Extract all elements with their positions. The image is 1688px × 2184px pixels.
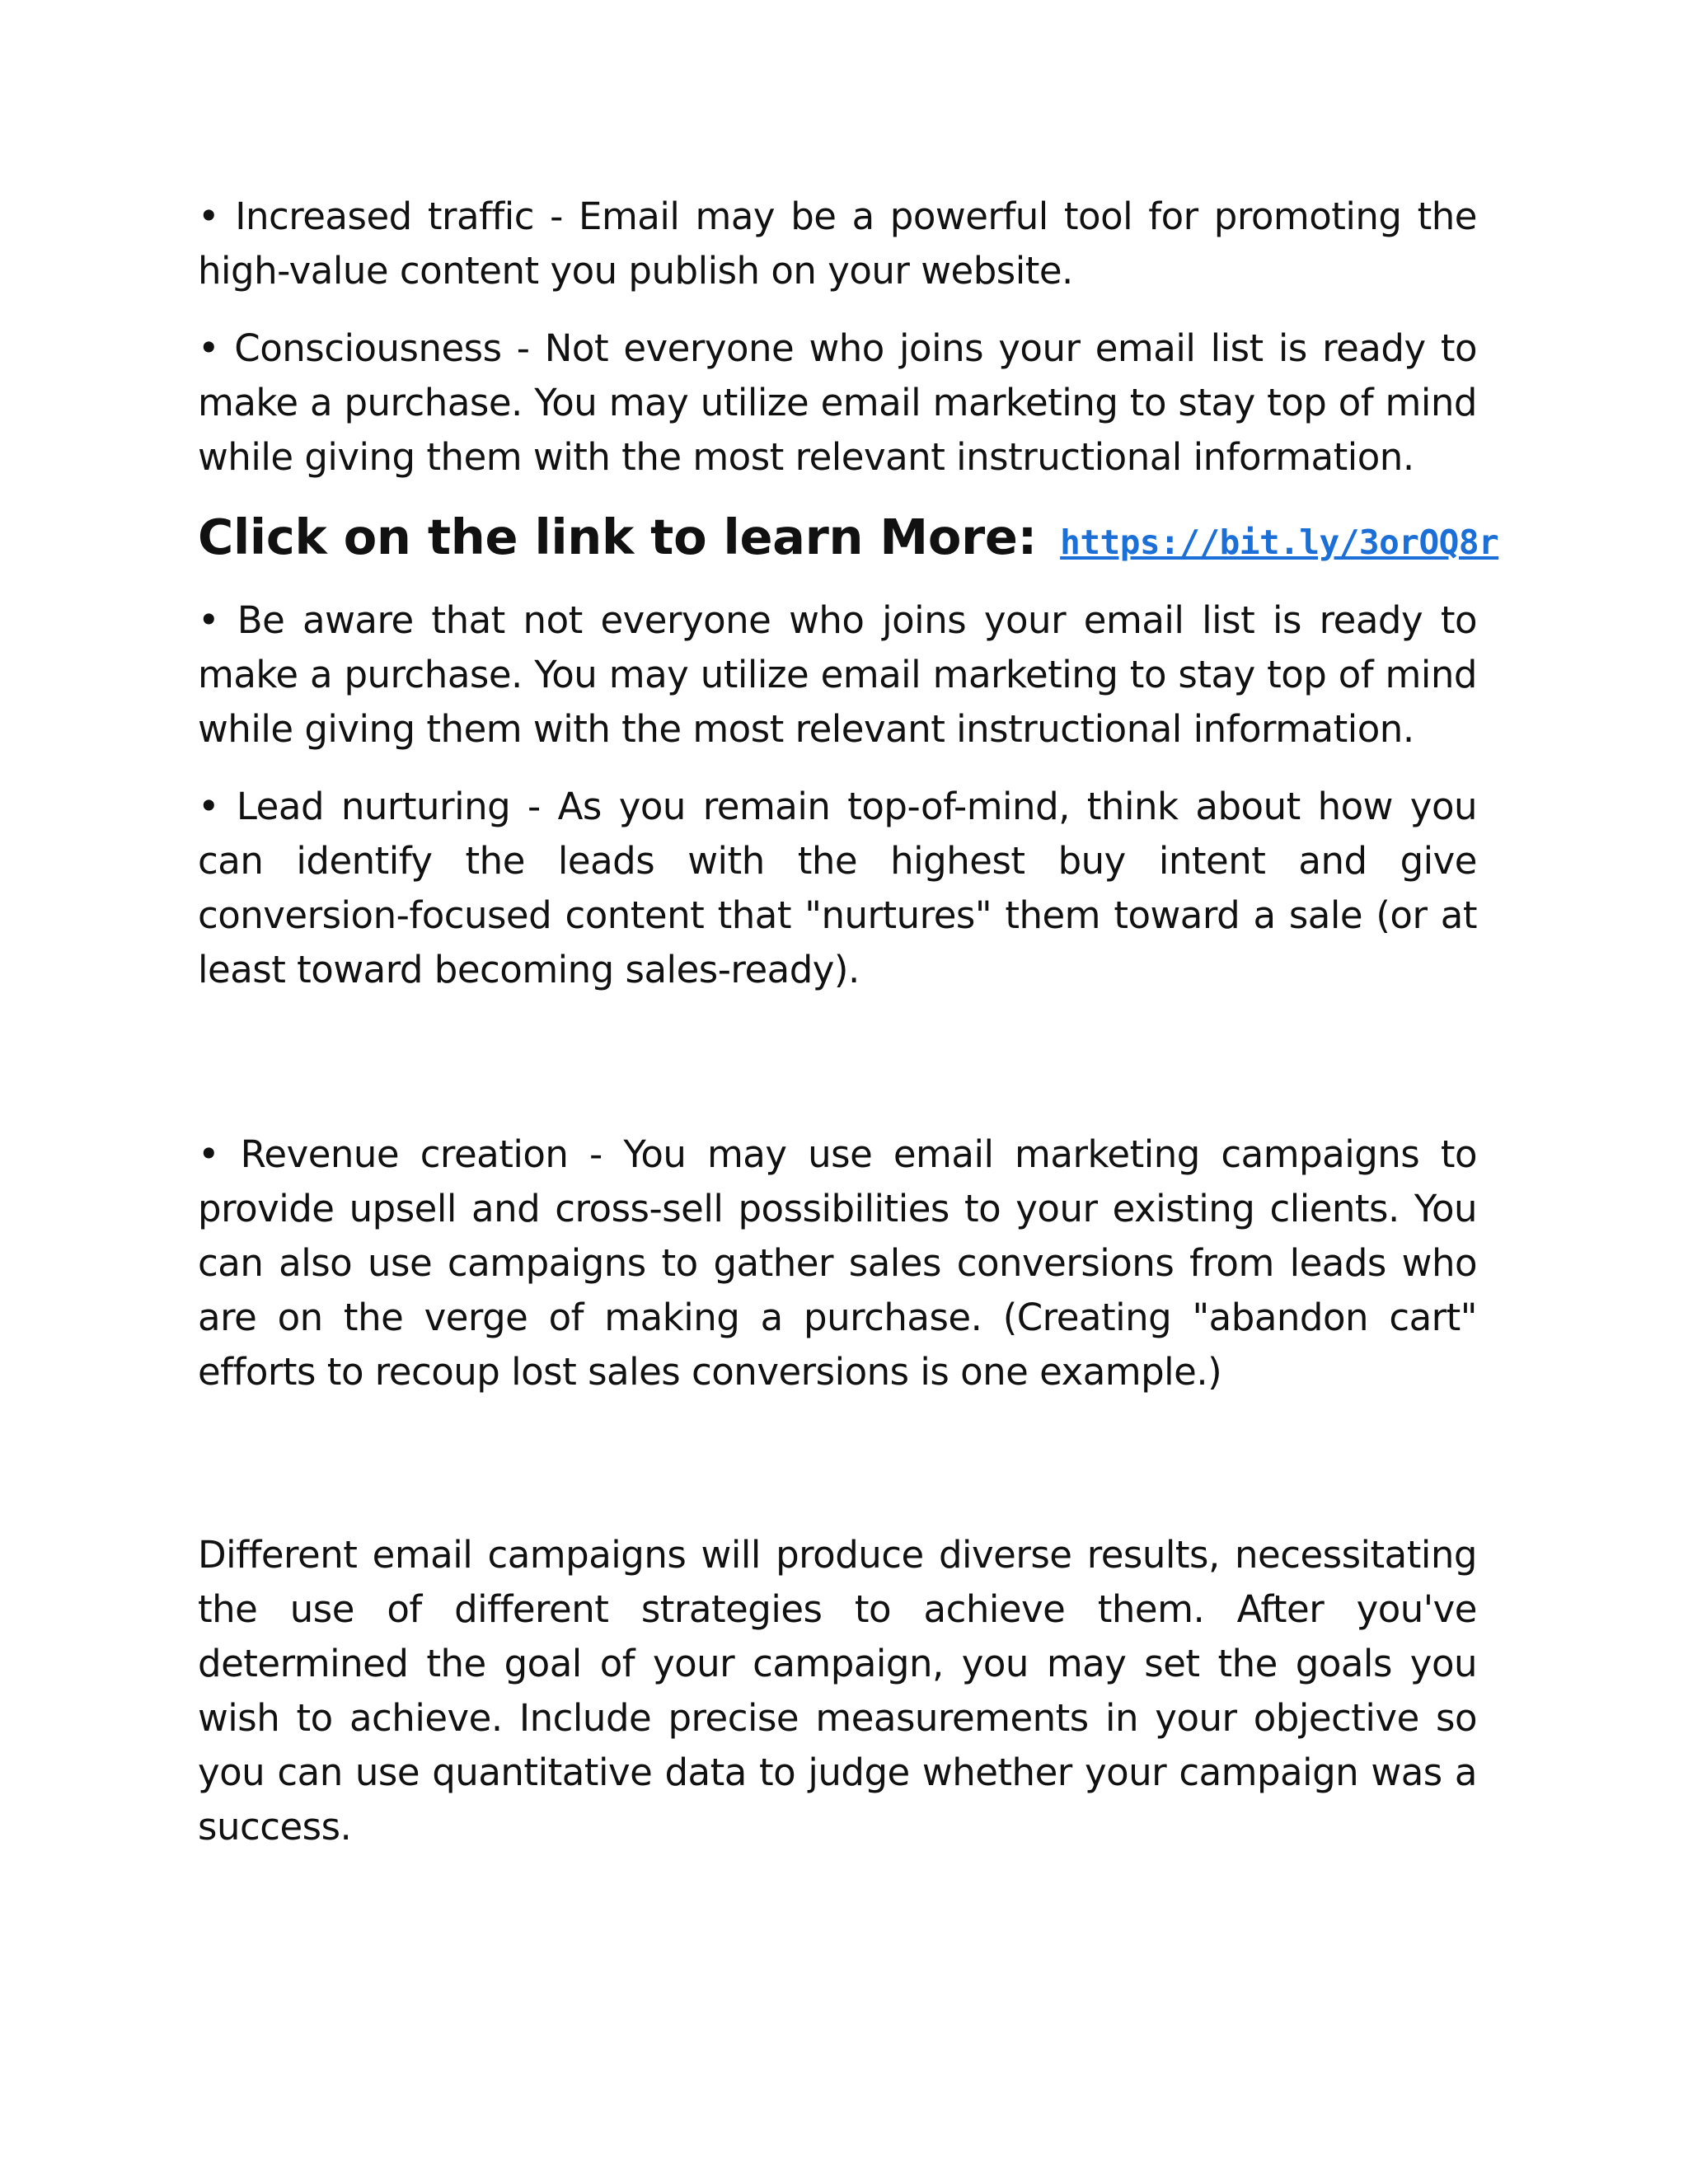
bullet-be-aware: • Be aware that not everyone who joins your email list is ready to make a purchase. You may utilize email marketing to stay top of mind while giving them with the most relevant instructional information. xyxy=(198,598,1477,751)
cta-link[interactable]: https://bit.ly/3orOQ8r xyxy=(1060,523,1499,562)
bullet-revenue-creation: • Revenue creation - You may use email marketing campaigns to provide upsell and cross-sell possibilities to your existing clients. You can also use campaigns to gather sales conversions from leads who are on the verge of making a purchase. (Creating "abandon cart" efforts to recoup lost sales conversions is one example.) xyxy=(198,1132,1477,1394)
bullet-consciousness: • Consciousness - Not everyone who joins your email list is ready to make a purchase. You may utilize email marketing to stay top of mind while giving them with the most relevant instructional information. xyxy=(198,326,1477,479)
document-page xyxy=(198,190,1499,1854)
bullet-increased-traffic: • Increased traffic - Email may be a powerful tool for promoting the high-value content you publish on your website. xyxy=(198,194,1477,293)
cta-heading-text: Click on the link to learn More: xyxy=(198,509,1037,565)
cta-heading xyxy=(198,504,1499,575)
closing-paragraph: Different email campaigns will produce diverse results, necessitating the use of different strategies to achieve them. After you've determined the goal of your campaign, you may set the goals you wish to achieve. Include precise measurements in your objective so you can use quantitative data to judge whether your campaign was a success. xyxy=(198,1533,1477,1849)
bullet-lead-nurturing: • Lead nurturing - As you remain top-of-mind, think about how you can identify the leads with the highest buy intent and give conversion-focused content that "nurtures" them toward a sale (or at least toward becoming sales-ready). xyxy=(198,785,1477,991)
